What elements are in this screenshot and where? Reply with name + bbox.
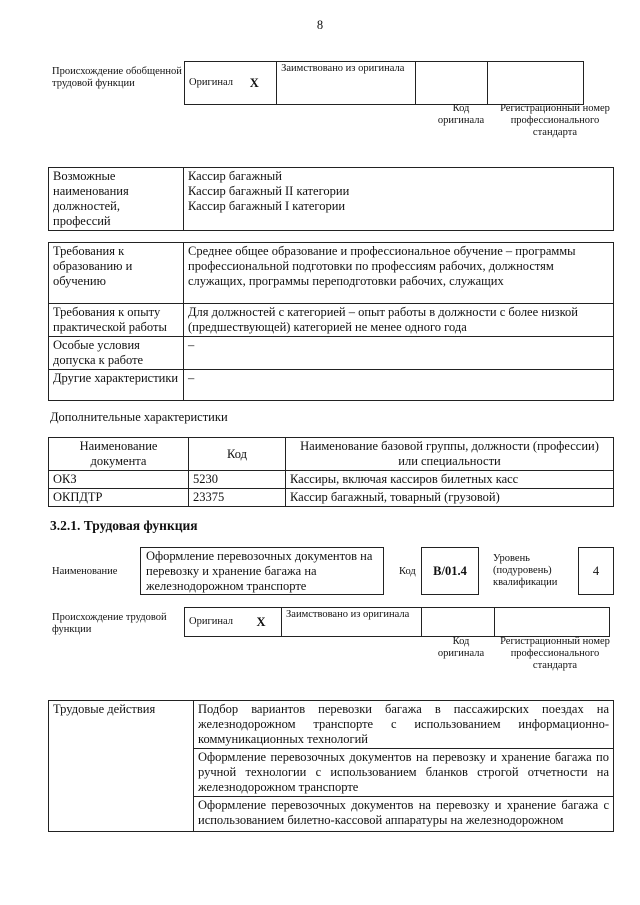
add-group-cell: Кассир багажный, товарный (грузовой) [286, 489, 614, 507]
req-other-value: – [184, 370, 614, 401]
position-item: Кассир багажный II категории [188, 184, 350, 198]
add-code-cell: 23375 [189, 489, 286, 507]
gen-reg-cell [487, 62, 583, 105]
func-reg-caption: Регистрационный номер профессионального стандарта [500, 636, 610, 671]
req-education-label: Требования к образованию и обучению [49, 243, 184, 304]
position-item: Кассир багажный I категории [188, 199, 346, 213]
gen-origin-table [184, 61, 584, 105]
add-header-doc: Наименование документа [49, 438, 189, 471]
gen-original-mark: X [246, 62, 277, 105]
action-item: Подбор вариантов перевозки багажа в пассажирских поездах на железнодорожном транспорте с использованием информационно-коммуникационных технологий [194, 701, 614, 749]
req-other-label: Другие характеристики [49, 370, 184, 401]
func-reg-cell [494, 608, 609, 637]
add-group-cell: Кассиры, включая кассиров билетных касс [286, 471, 614, 489]
positions-label: Возможные наименования должностей, профессий [49, 168, 184, 231]
req-experience-label: Требования к опыту практической работы [49, 304, 184, 337]
function-code: В/01.4 [421, 547, 479, 595]
req-education-value: Среднее общее образование и профессиональное обучение – программы профессиональной подготовки по профессиям рабочих, должностям служащих, программы переподготовки рабочих, служащих [184, 243, 614, 304]
gen-code-caption: Код оригинала [437, 103, 485, 126]
add-code-cell: 5230 [189, 471, 286, 489]
func-original-mark: X [252, 608, 281, 637]
table-row [49, 489, 614, 507]
func-code-caption: Код оригинала [437, 636, 485, 659]
positions-values [184, 168, 614, 231]
section-title: 3.2.1. Трудовая функция [50, 518, 198, 533]
actions-label: Трудовые действия [49, 701, 194, 832]
gen-original-label: Оригинал [185, 62, 246, 105]
page-number: 8 [316, 18, 324, 32]
function-name: Оформление перевозочных документов на перевозку и хранение багажа на железнодорожном транспорте [140, 547, 384, 595]
additional-title: Дополнительные характеристики [50, 410, 228, 424]
function-code-label: Код [399, 566, 416, 577]
add-header-code: Код [189, 438, 286, 471]
func-original-label: Оригинал [185, 608, 253, 637]
gen-origin-label: Происхождение обобщенной трудовой функции [52, 66, 182, 89]
func-origin-label: Происхождение трудовой функции [52, 612, 167, 635]
add-doc-cell: ОКПДТР [49, 489, 189, 507]
func-origin-table [184, 607, 610, 637]
req-special-value: – [184, 337, 614, 370]
positions-table [48, 167, 614, 231]
gen-reg-caption: Регистрационный номер профессионального стандарта [500, 103, 610, 138]
table-row [49, 471, 614, 489]
req-experience-value: Для должностей с категорией – опыт работы в должности с более низкой (предшествующей) категорией не менее одного года [184, 304, 614, 337]
position-item: Кассир багажный [188, 169, 282, 183]
actions-table [48, 700, 614, 832]
function-level: 4 [578, 547, 614, 595]
add-header-group: Наименование базовой группы, должности (профессии) или специальности [286, 438, 614, 471]
func-borrowed-label: Заимствовано из оригинала [282, 608, 422, 637]
action-item: Оформление перевозочных документов на перевозку и хранение багажа с использованием билетно-кассовой аппаратуры на железнодорожном [194, 797, 614, 832]
req-special-label: Особые условия допуска к работе [49, 337, 184, 370]
function-name-label: Наименование [52, 566, 118, 577]
gen-borrowed-label: Заимствовано из оригинала [277, 62, 416, 105]
add-doc-cell: ОКЗ [49, 471, 189, 489]
additional-table [48, 437, 614, 507]
action-item: Оформление перевозочных документов на перевозку и хранение багажа по ручной технологии с использованием бланков строгой отчетности на железнодорожном транспорте [194, 749, 614, 797]
gen-code-cell [415, 62, 487, 105]
func-code-cell [422, 608, 495, 637]
requirements-table [48, 242, 614, 401]
function-level-label: Уровень (подуровень) квалификации [493, 553, 558, 588]
